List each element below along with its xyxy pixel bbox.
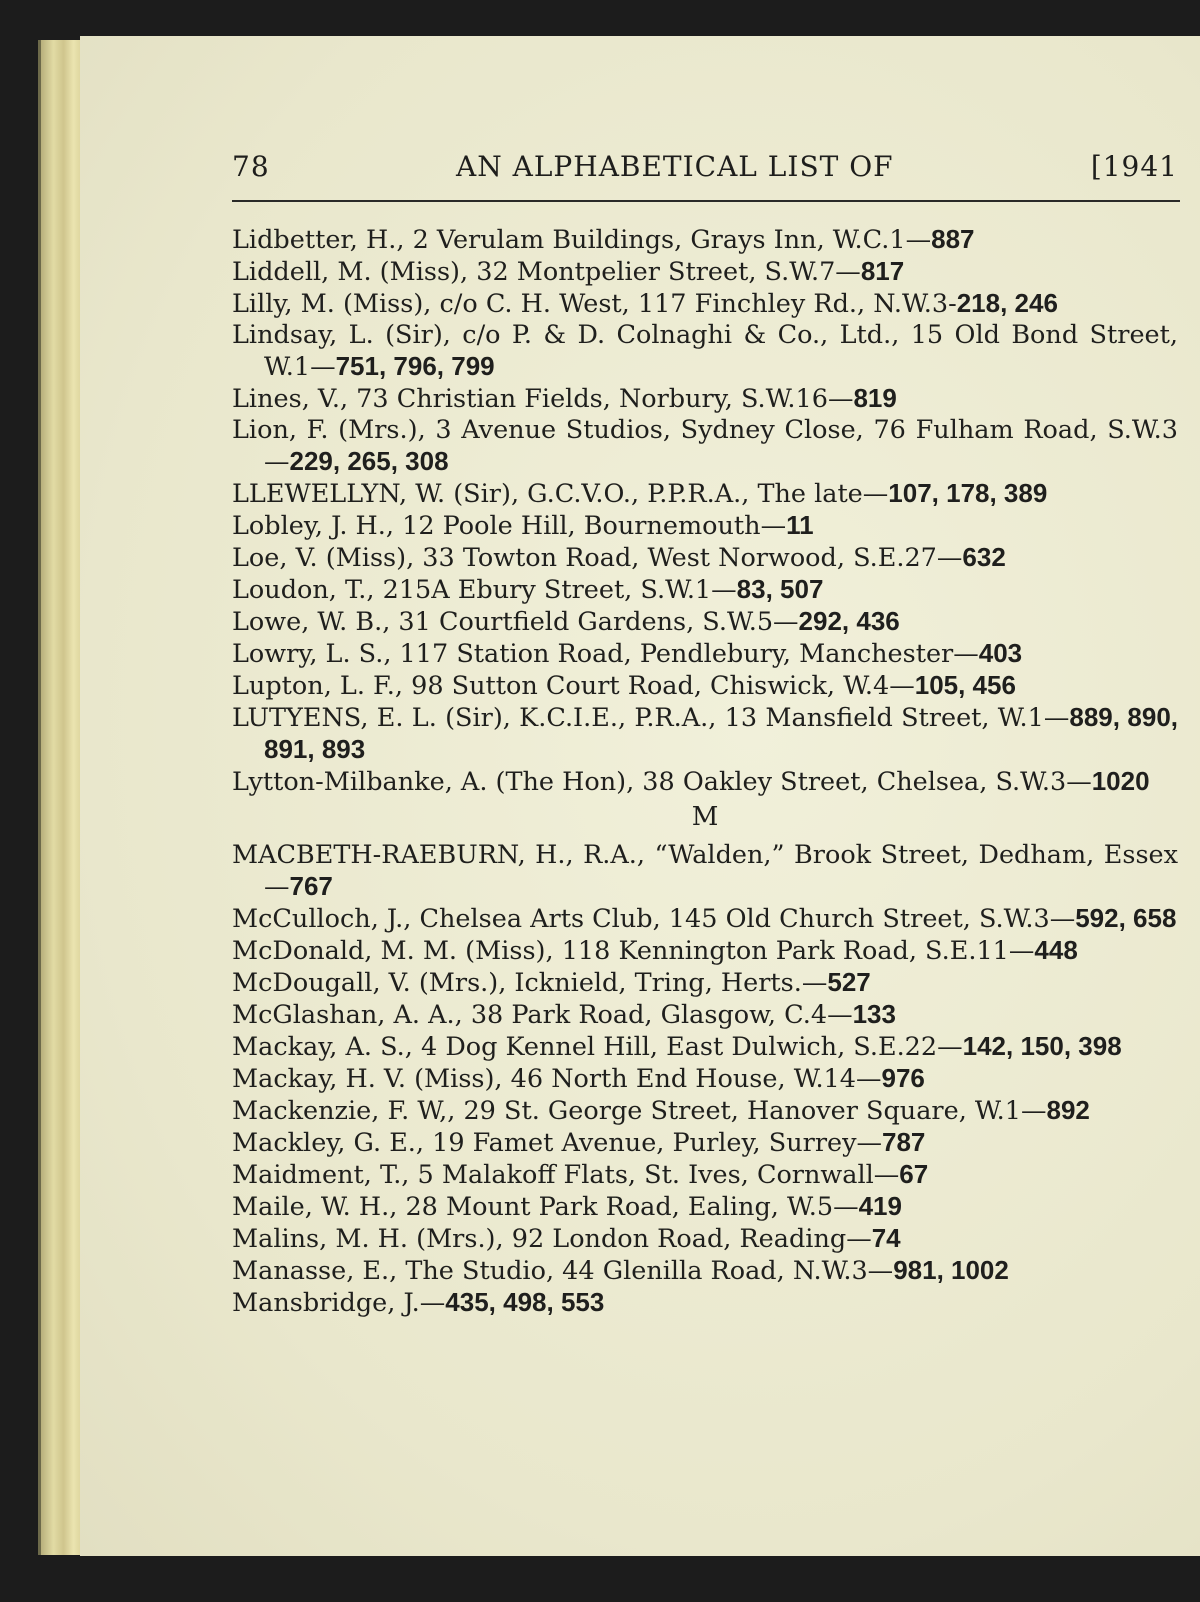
entry-ref: 435, 498, 553 xyxy=(445,1287,605,1317)
entry-ref: 592, 658 xyxy=(1075,903,1177,933)
page-number: 78 xyxy=(232,150,270,183)
list-item: Lines, V., 73 Christian Fields, Norbury, S.W.16—819 xyxy=(232,383,897,414)
entry-ref: 817 xyxy=(860,256,905,286)
list-item: Manasse, E., The Studio, 44 Glenilla Road, N.W.3—981, 1002 xyxy=(232,1255,1009,1286)
entry-ref: 403 xyxy=(978,638,1023,668)
list-item: Loe, V. (Miss), 33 Towton Road, West Norwood, S.E.27—632 xyxy=(232,542,1006,573)
entry-ref: 11 xyxy=(786,510,814,540)
list-item: LLEWELLYN, W. (Sir), G.C.V.O., P.P.R.A., The late—107, 178, 389 xyxy=(232,478,1048,509)
list-item: McDonald, M. M. (Miss), 118 Kennington Park Road, S.E.11—448 xyxy=(232,935,1078,966)
list-item: LUTYENS, E. L. (Sir), K.C.I.E., P.R.A., 13 Mansfield Street, W.1—889, 890, 891, 893 xyxy=(232,702,1179,764)
list-item: Lytton-Milbanke, A. (The Hon), 38 Oakley Street, Chelsea, S.W.3—1020 xyxy=(232,766,1150,797)
list-item: Lion, F. (Mrs.), 3 Avenue Studios, Sydney Close, 76 Fulham Road, S.W.3—229, 265, 308 xyxy=(232,415,1178,477)
entry-ref: 142, 150, 398 xyxy=(962,1031,1122,1061)
section-heading: M xyxy=(691,802,719,832)
entry-ref: 107, 178, 389 xyxy=(888,478,1048,508)
header-rule xyxy=(232,200,1180,202)
entry-ref: 229, 265, 308 xyxy=(289,446,449,476)
entry-ref: 292, 436 xyxy=(798,606,900,636)
entry-ref: 218, 246 xyxy=(956,288,1058,318)
list-item: Lobley, J. H., 12 Poole Hill, Bournemouth—11 xyxy=(232,510,814,541)
list-item: Lowry, L. S., 117 Station Road, Pendlebury, Manchester—403 xyxy=(232,638,1023,669)
list-item: McCulloch, J., Chelsea Arts Club, 145 Old Church Street, S.W.3—592, 658 xyxy=(232,903,1177,934)
list-item: Lindsay, L. (Sir), c/o P. & D. Colnaghi & Co., Ltd., 15 Old Bond Street, W.1—751, 796, 799 xyxy=(232,320,1178,382)
entry-ref: 1020 xyxy=(1091,766,1150,796)
list-item: Mackenzie, F. W,, 29 St. George Street, Hanover Square, W.1—892 xyxy=(232,1095,1090,1126)
list-item: McGlashan, A. A., 38 Park Road, Glasgow, C.4—133 xyxy=(232,999,896,1030)
entry-ref: 67 xyxy=(899,1159,929,1189)
list-item: Mackley, G. E., 19 Famet Avenue, Purley, Surrey—787 xyxy=(232,1127,926,1158)
entries-l-section xyxy=(232,224,1178,798)
list-item: Liddell, M. (Miss), 32 Montpelier Street, S.W.7—817 xyxy=(232,256,905,287)
list-item: Malins, M. H. (Mrs.), 92 London Road, Reading—74 xyxy=(232,1223,901,1254)
list-item: Mackay, A. S., 4 Dog Kennel Hill, East Dulwich, S.E.22—142, 150, 398 xyxy=(232,1031,1122,1062)
list-item: Maile, W. H., 28 Mount Park Road, Ealing, W.5—419 xyxy=(232,1191,902,1222)
entry-ref: 419 xyxy=(858,1191,902,1221)
list-item: Mackay, H. V. (Miss), 46 North End House, W.14—976 xyxy=(232,1063,925,1094)
entry-ref: 889, 890, 891, 893 xyxy=(264,702,1179,764)
entry-ref: 767 xyxy=(289,871,333,901)
list-item: Lidbetter, H., 2 Verulam Buildings, Grays Inn, W.C.1—887 xyxy=(232,224,975,255)
entry-ref: 74 xyxy=(871,1223,901,1253)
entry-ref: 819 xyxy=(853,383,897,413)
list-item: Lupton, L. F., 98 Sutton Court Road, Chiswick, W.4—105, 456 xyxy=(232,670,1016,701)
entry-ref: 887 xyxy=(931,224,975,254)
entry-ref: 981, 1002 xyxy=(893,1255,1009,1285)
entry-ref: 133 xyxy=(852,999,896,1029)
list-item: Lowe, W. B., 31 Courtfield Gardens, S.W.5—292, 436 xyxy=(232,606,900,637)
entry-ref: 787 xyxy=(882,1127,926,1157)
entry-ref: 105, 456 xyxy=(914,670,1016,700)
entry-ref: 83, 507 xyxy=(736,574,824,604)
entry-ref: 751, 796, 799 xyxy=(335,351,495,381)
entry-ref: 527 xyxy=(827,967,871,997)
list-item: McDougall, V. (Mrs.), Icknield, Tring, Herts.—527 xyxy=(232,967,871,998)
entry-ref: 892 xyxy=(1046,1095,1090,1125)
list-item: Loudon, T., 215A Ebury Street, S.W.1—83, 507 xyxy=(232,574,824,605)
entry-ref: 448 xyxy=(1034,935,1078,965)
list-item: Maidment, T., 5 Malakoff Flats, St. Ives, Cornwall—67 xyxy=(232,1159,929,1190)
entry-ref: 976 xyxy=(881,1063,925,1093)
list-item: MACBETH-RAEBURN, H., R.A., “Walden,” Brook Street, Dedham, Essex—767 xyxy=(232,840,1178,902)
running-header xyxy=(232,150,1178,190)
page-title: AN ALPHABETICAL LIST OF xyxy=(456,150,894,183)
header-year: [1941 xyxy=(1090,150,1178,183)
entry-ref: 632 xyxy=(962,542,1006,572)
list-item: Mansbridge, J.—435, 498, 553 xyxy=(232,1287,605,1318)
entry-list xyxy=(232,224,1178,1319)
entries-m-section xyxy=(232,840,1178,1319)
list-item: Lilly, M. (Miss), c/o C. H. West, 117 Finchley Rd., N.W.3-218, 246 xyxy=(232,288,1058,319)
